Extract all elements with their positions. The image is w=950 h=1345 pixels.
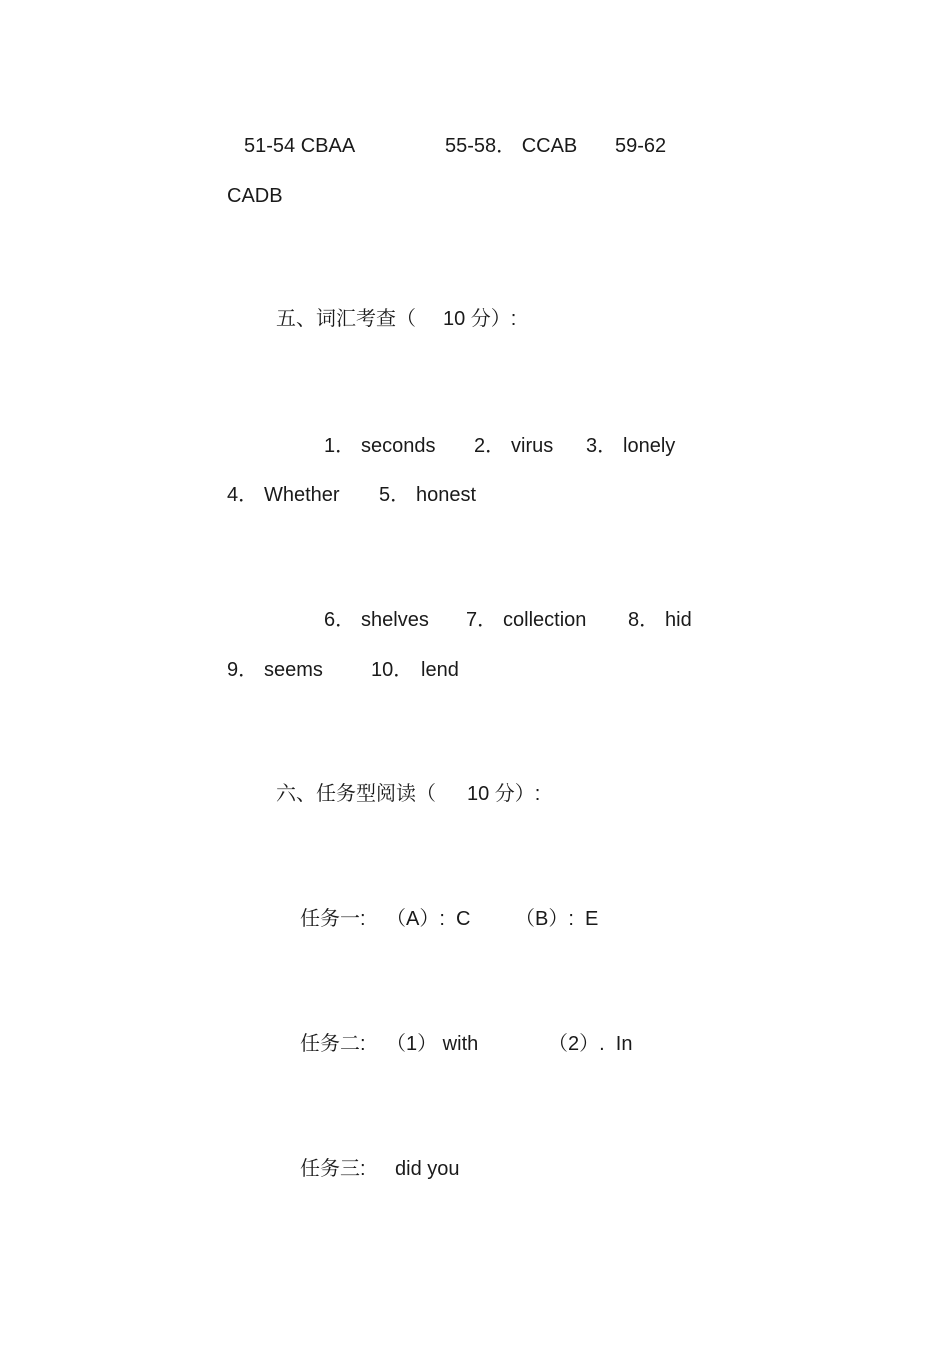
section-6-score: 10 分）: (467, 783, 541, 805)
vocab-item-10-num: 10． (371, 659, 414, 681)
vocab-item-7-word: collection (503, 609, 587, 631)
answers-55-58: 55-58． CCAB (445, 135, 578, 157)
task-1-label: 任务一: (300, 908, 366, 930)
vocab-item-8-num: 8． (628, 609, 660, 631)
vocab-item-4-num: 4． (227, 484, 259, 506)
vocab-item-9-num: 9． (227, 659, 259, 681)
section-5-score: 10 分）: (443, 308, 517, 330)
task-2-answer-1: （1） with (386, 1033, 479, 1055)
answers-51-54: 51-54 CBAA (244, 135, 356, 157)
vocab-item-8-word: hid (665, 609, 692, 631)
vocab-item-9-word: seems (264, 659, 323, 681)
vocab-item-6-word: shelves (361, 609, 429, 631)
section-5-heading: 五、词汇考查（ (276, 308, 416, 330)
vocab-item-10-word: lend (421, 659, 459, 681)
vocab-item-5-word: honest (416, 484, 477, 506)
vocab-item-1-word: seconds (361, 435, 436, 457)
vocab-item-2-num: 2． (474, 435, 506, 457)
section-6-heading: 六、任务型阅读（ (276, 783, 436, 805)
vocab-item-3-num: 3． (586, 435, 618, 457)
vocab-item-5-num: 5． (379, 484, 411, 506)
vocab-item-6-num: 6． (324, 609, 356, 631)
answers-59-62-value: CADB (227, 185, 283, 207)
answers-59-62-label: 59-62 (615, 135, 667, 157)
vocab-item-4-word: Whether (264, 484, 340, 506)
task-3-label: 任务三: (300, 1158, 366, 1180)
task-2-label: 任务二: (300, 1033, 366, 1055)
task-2-answer-2: （2）. In (548, 1033, 633, 1055)
task-1-answer-b: （B）: E (515, 908, 599, 930)
vocab-item-2-word: virus (511, 435, 554, 457)
vocab-item-7-num: 7． (466, 609, 498, 631)
vocab-item-3-word: lonely (623, 435, 676, 457)
vocab-item-1-num: 1． (324, 435, 356, 457)
task-1-answer-a: （A）: C (386, 908, 471, 930)
task-3-answer: did you (395, 1158, 460, 1180)
